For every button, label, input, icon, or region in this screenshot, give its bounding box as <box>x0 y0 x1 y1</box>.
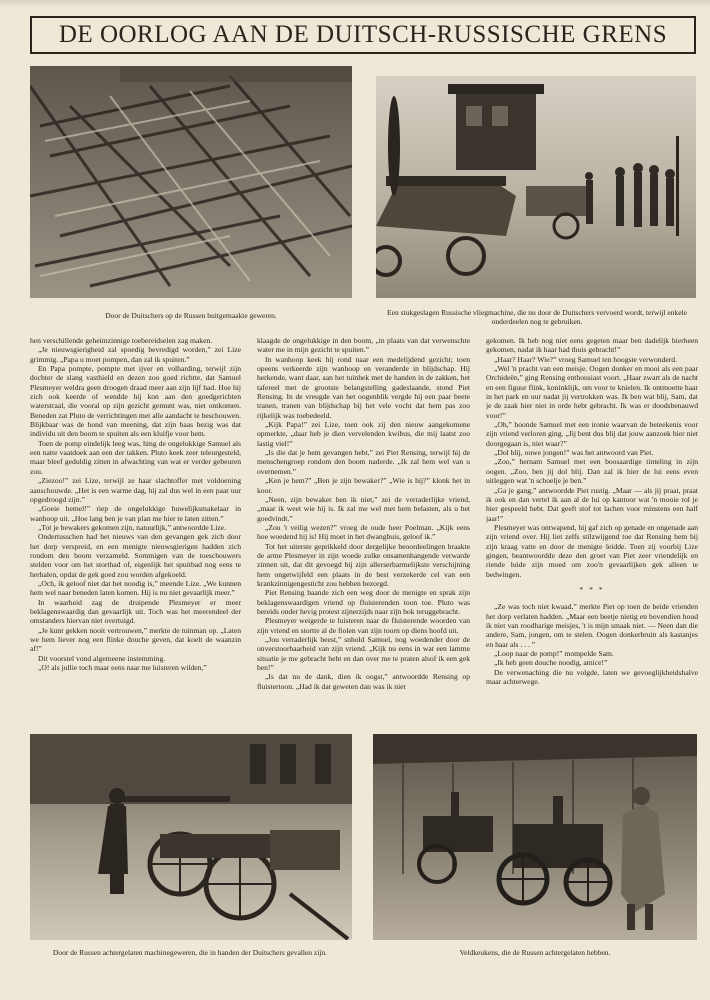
photo-caption-field-kitchens: Veldkeukens, die de Russen achtergelaten hebben. <box>459 948 611 957</box>
paragraph: „Jou verraderlijk beest,” snhold Samuel, nog woedender door de onverstoorbaarheid van zijn vriend. „Kijk nu eens in wat een lamme situatie je me gebracht hebt en dan over me te praten alsof ik een gek ben!” <box>257 635 470 673</box>
photo-caption-machine-guns: Door de Russen achtergelaten machinegeweren, die in handen der Duitschers gevallen zijn. <box>52 948 328 957</box>
section-break-stars: * * * <box>579 584 605 594</box>
paragraph: „Zou 't veilig wezen?” vroeg de oude heer Poelman. „Kijk eens hoe woedend hij is! Hij moet in het dwangbuis, geloof ik.” <box>257 522 470 542</box>
paragraph: Plesmeyer was ontwapend, hij gaf zich op genade en ongenade aan zijn vriend over. Hij liet zelfs stilzwijgend toe dat Rensing hem bij zijn kraag vatte en door de menigte leidde. Toen zij voorbij Lize gingen, beantwoordde deze den groet van Piet zeer vriendelijk en riende luide zijn moed om zoo'n gevaarlijken gek alleen te bedwingen. <box>486 522 698 579</box>
paragraph: „Och, ik geloof niet dat het noodig is,” meende Lize. „We kunnen hem wel naar beneden laten komen. Hij is nu niet gevaarlijk meer.” <box>30 578 241 598</box>
paragraph: „Loop naar de pomp!” mompelde Sam. <box>494 649 614 658</box>
machine-guns-photo <box>30 734 352 940</box>
page-top-edge <box>0 0 710 8</box>
paragraph: „Haar? Haar? Wie?” vroeg Samuel ten hoogste verwonderd. <box>494 354 677 364</box>
paragraph: „Je kunt gekken nooit vertrouwen,” merkte de tuinman op. „Laten we hem liever nog een flinke douche geven, dat koelt de waanzin af!” <box>30 625 241 654</box>
paragraph: „Tot je bewakers gekomen zijn, natuurlijk,” antwoordde Lize. <box>38 522 226 532</box>
paragraph: „Oh,” hoonde Samuel met een ironie waarvan de beteekenis voor zijn vriend verloren ging. „Jij bent dus blij dat jouw aanzoek hier niet doorgegaan is, niet waar?” <box>486 420 698 448</box>
field-kitchens-illustration <box>373 734 697 940</box>
paragraph: „Ze was toch niet kwaad,” merkte Piet op toen de beide vrienden het dorp verlaten hadden. „Maar een beetje nietig en bovendien houd ik niet van roodharige meisjes, 't is mijn smaak niet. — Neen dan die andere, Sam, jongen, om te stelen. Oogen donkerbruin als kastanjes en haar als . . . ” <box>486 602 698 649</box>
paragraph: In wanhoop keek hij rond naar een medelijdend gezicht; toen opeens verkeerde zijn wanhoop en veranderde in blijdschap. Hij herkende, want daar, aan het tuinhek met de handen in de zakken, het tafereel met de grootste belangstelling gadeslaande, stond Piet Rensing. In de vreugde van het oogenblik vergde hij een paar beete tranen, tranen van blijdschap bij het vele vocht dat hem pas zoo rijkelijk was toebedeeld. <box>257 354 470 420</box>
text-column-right <box>486 336 698 724</box>
rifles-pile-photo <box>30 66 352 298</box>
machine-guns-illustration <box>30 734 352 940</box>
paragraph: „Zoo,” hernam Samuel met een boosaardige tinteling in zijn oogen. „Zoo, ben jij dol blij. Dan zal ik hier de lui eens even uitleggen wat 'n schoelje je ben.” <box>486 457 698 486</box>
photo-caption-aeroplane: Een stukgeslagen Russische vliegmachine, die nu door de Duitschers vervoerd wordt, terwijl enkele onderdeelen nog te gebruiken. <box>387 308 687 326</box>
paragraph: „Is die dat je hem gevangen hebt,” zei Piet Rensing, terwijl hij de menschengroep rondom den boom naderde. „Ik zal hem wel van u overnemen.” <box>257 448 470 476</box>
paragraph: „O! als jullie toch maar eens naar me luisteren wilden,” <box>38 663 207 673</box>
text-column-left <box>30 336 241 724</box>
paragraph: „Is dat nu de dank, dien ik oogst,” antwoordde Rensing op fluistertoon. „Had ik dat geweten dan was ik niet <box>257 672 470 691</box>
paragraph: „Wel 'n pracht van een meisje. Oogen donker en mooi als een paar Orchideën,” ging Rensing enthousiast voort. „Haar zwart als de nacht en een figuur flink, koninklijk, om voor te knielen. Ik ontmoette haar in het park en uur nadat jij vertrokken was. Ik ben wat blij, Sam, dat je de zaak hier niet in orde hebt gebracht. Ik was er doodsbenauwd voor!” <box>486 364 698 420</box>
photo-caption-rifles: Door de Duitschers op de Russen buitgemaakte geweren. <box>105 311 277 320</box>
paragraph: In waarheid zag de druipende Plesmeyer er meer beklagenswaardig dan gevaarlijk uit. Toch was het meerendeel der omstanders hiervan niet overtuigd. <box>30 597 241 626</box>
paragraph: De verwenaching die nu volgde, laten we gevoeglijkheidshalve maar achterwege. <box>486 667 698 687</box>
headline-box <box>30 16 696 54</box>
paragraph: „Ik heb geen douche noodig, amice!” <box>494 658 608 668</box>
paragraph: „Ken je hem?” „Ben je zijn bewaker?” „Wie is hij?” klonk het in koor. <box>257 476 470 495</box>
paragraph: klaagde de ongelukkige in den boom, „in plaats van dat verwenschte water me in mijn gezicht te spuiten.” <box>257 336 470 355</box>
paragraph: „Goeie hemel!” riep de ongelukkige huwelijksmakelaar in wanhoop uit. „Hoe lang ben je van plan me hier te laten zitten.” <box>30 504 241 523</box>
paragraph: Plesmeyer weigerde te luisteren naar de fluisterende woorden van zijn vriend en stortte al de fiolen van zijn toorn op diens hoofd uit. <box>257 616 470 635</box>
paragraph: En Papa pompte, pompte met ijver en volharding, terwijl zijn dochter de slang vasthield en dezen zoo goed richtte, dat Samuel Plesmeyer weldra geen droogen draad meer aan zijn lijf had. Hoe hij zich ook keerde of wendde hij kon aan den goedgerichten waterstraal, die vooral op zijn gezicht gemunt was, niet ontkomen. Beneden zat Pluto de verrichtingen met alle aandacht te beschouwen. Blijkbaar was de hond van meening, dat zijn baas bezig was dat individu uit den boom te spuiten als een kluifje voor hem. <box>30 364 241 439</box>
paragraph: gekomen. Ik heb nog niet eens gegeten maar ben dadelijk hierheen gekomen, nadat ik haar had thuis gebracht!” <box>486 336 698 355</box>
aeroplane-wreck-photo <box>376 76 696 298</box>
paragraph: Tot het uiterste geprikkeld door dergelijke beoordeelingen braakte de arme Plesmeyer in zijn woede zulke onsamenhangende verwarde zinnen uit, dat dit gevoegd bij zijn allerserbarmelijkste verschijning hem ongetwijfeld een plaats in de best verzekerde cel van een krankzinnigengesticht zou hebben bezorgd. <box>257 541 470 588</box>
paragraph: Dit voorstel vond algemeene instemming. <box>38 653 166 663</box>
paragraph: Toen de pomp eindelijk leeg was, hing de ongelukkige Samuel als een natte vaatdoek aan een der takken. Pluto keek zeer teleurgesteld, maar bleef geduldig zitten in afwachting van wat er verder gebeuren zou. <box>30 438 241 476</box>
aeroplane-wreck-illustration <box>376 76 696 298</box>
paragraph: „Kijk Papa!” zei Lize, toen ook zij den nieuw aangekomene opmerkte, „daar heb je dien vervelenden kwibus, die mij laatst zoo lastig viel!” <box>257 420 470 448</box>
paragraph: Piet Rensing baande zich een weg door de menigte en sprak zijn beklagenswaardigen vriend op fluisterenden toon toe. Pluto was bereids onder hevig protest zijnerzijds naar zijn hok teruggebracht. <box>257 588 470 616</box>
paragraph: „Ziezoo!” zei Lize, terwijl ze haar slachtoffer met voldoening aanschouwde. „Het is een warme dag, hij zal dus wel in een paar uur opgedroogd zijn.” <box>30 476 241 504</box>
paragraph: hen verschillende geheimzinnige toebereidselen zag maken. <box>30 336 213 345</box>
text-column-middle <box>257 336 470 724</box>
paragraph: „Neen, zijn bewaker ben ik niet,” zei de verraderlijke vriend, „maar ik weet wie hij is. Ik zal me wel met hem belasten, als u het goedvindt.” <box>257 494 470 523</box>
paragraph: Ondertusschen had het nieuws van den gevangen gek zich door het dorp verspreid, en een menigte nieuwsgierigen hadden zich rondom den boom verzameld. Sommigen van de toeschouwers stelden voor om het storthad of, eigenlijk het spuitbad nog eens te herhalen, opdat de gek goed zou worden afgekoeld. <box>30 532 241 579</box>
paragraph: „Je nieuwsgierigheid zal spoedig bevredigd worden,” zei Lize grimmig. „Papa u moet pompen, dan zal ik spuiten.” <box>30 345 241 364</box>
rifles-pile-illustration <box>30 66 352 298</box>
page-title: DE OORLOG AAN DE DUITSCH-RUSSISCHE GRENS <box>58 21 668 48</box>
field-kitchens-photo <box>373 734 697 940</box>
paragraph: „Ga je gang,” antwoordde Piet rustig. „Maar — als jij praat, praat ik ook en dan vertel ik aan al de lui op kantoor wat 'n mooie rol je hier gespeeld hebt. Dat geeft stof tot lachen voor minstens een half jaar!” <box>486 485 698 523</box>
paragraph: „Dol blij, ouwe jongen!” was het antwoord van Piet. <box>494 448 654 458</box>
